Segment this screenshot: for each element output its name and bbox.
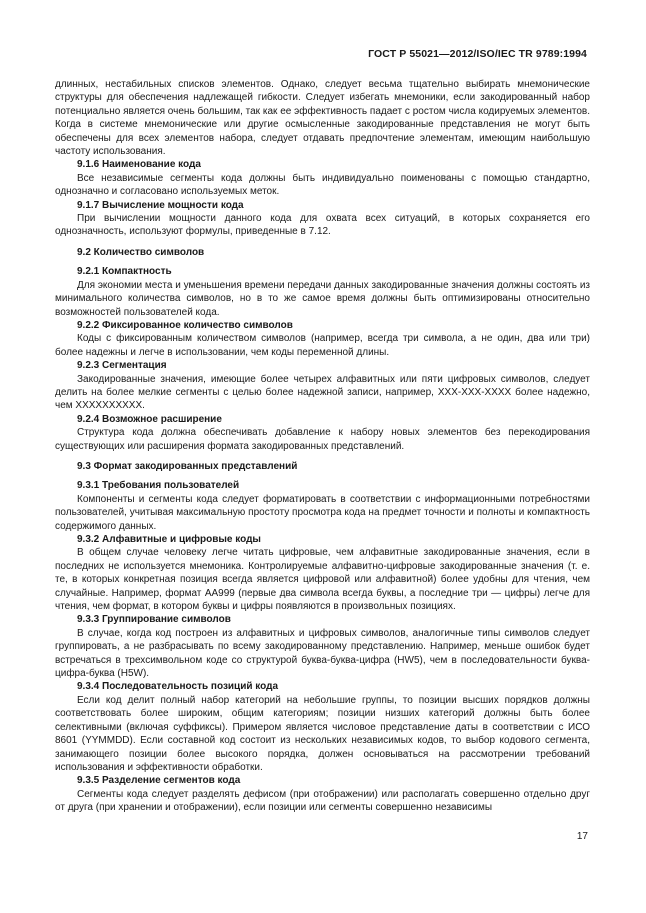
subsection-heading: 9.1.7 Вычисление мощности кода [77, 199, 244, 211]
page-number: 17 [576, 831, 588, 842]
paragraph: При вычислении мощности данного кода для охвата всех ситуаций, в которых сохраняется его однозначность, используют формулы, приведенные в 7.12. [55, 213, 590, 238]
standard-header: ГОСТ Р 55021—2012/ISO/IEC TR 9789:1994 [368, 48, 587, 60]
section-heading: 9.3 Формат закодированных представлений [77, 460, 298, 472]
subsection-heading: 9.2.4 Возможное расширение [77, 413, 222, 425]
paragraph: Структура кода должна обеспечивать добавление к набору новых элементов без перекодирования существующих или расширения формата закодированных представлений. [55, 427, 590, 452]
paragraph: Все независимые сегменты кода должны быть индивидуально поименованы с помощью стандартно, однозначно и согласовано используемых меток. [55, 172, 590, 198]
section-heading: 9.2 Количество символов [77, 246, 205, 258]
paragraph: В общем случае человеку легче читать цифровые, чем алфавитные закодированные значения, если в последних не используется мнемоника. Контролируемые алфавитно-цифровые закодированные значения (т. е. те, в которых конкретная позиция всегда является цифровой или алфавитной) более удобны для чтения, чем случайные. Например, формат АА999 (первые два символа всегда буквы, а последние три — цифры) легче для чтения, чем формат, в котором буквы и цифры появляются в произвольных позициях. [55, 547, 590, 613]
subsection-heading: 9.3.4 Последовательность позиций кода [77, 681, 279, 693]
page-body [55, 78, 590, 815]
subsection-heading: 9.2.2 Фиксированное количество символов [77, 319, 293, 331]
subsection-heading: 9.3.1 Требования пользователей [77, 480, 240, 492]
paragraph: Для экономии места и уменьшения времени передачи данных закодированные значения должны состоять из минимального количества символов, но в то же самое время должны быть оптимизированы относительно возможностей пользователей кода. [55, 279, 590, 318]
paragraph: Закодированные значения, имеющие более четырех алфавитных или пяти цифровых символов, следует делить на более мелкие сегменты с целью более надежной записи, например, ХХХ-ХХХ-ХХХХ более надежно, чем ХХХХХХХХХХ. [55, 373, 590, 412]
subsection-heading: 9.3.3 Группирование символов [77, 614, 231, 626]
subsection-heading: 9.3.2 Алфавитные и цифровые коды [77, 534, 261, 545]
subsection-heading: 9.2.3 Сегментация [77, 360, 167, 372]
paragraph: Коды с фиксированным количеством символов (например, всегда три символа, а не один, два или три) более надежны и легче в использовании, чем коды переменной длины. [55, 333, 590, 358]
subsection-heading: 9.1.6 Наименование кода [77, 159, 201, 171]
paragraph: В случае, когда код построен из алфавитных и цифровых символов, аналогичные типы символов следует группировать, а не разбрасывать по всему закодированному представлению. Например, меньше ошибок будет встречаться в трехсимвольном коде со структурой буква-буква-цифра (HW5), чем в последовательности буква-цифра-буква (H5W). [55, 627, 590, 680]
paragraph: длинных, нестабильных списков элементов. Однако, следует весьма тщательно выбирать мнемонические структуры для обеспечения надлежащей гибкости. Следует избегать мнемоники, если закодированный набор потенциально является очень большим, так как ее эффективность падает с ростом числа кодируемых элементов. Когда в системе мнемонические или другие осмысленные закодированные представления не могут быть обеспечены для всех элементов набора, следует отдавать предпочтение элементам, имеющим наибольшую частоту использования. [55, 79, 590, 158]
paragraph: Если код делит полный набор категорий на небольшие группы, то позиции высших порядков должны соответствовать более широким, общим категориям; позиции низших категорий должны быть более селективными (включая суффиксы). Примером является числовое представление даты в соответствии с ИСО 8601 (YYMMDD). Если составной код состоит из нескольких независимых кодов, то выбор кодового сегмента, занимающего позиции более высокого порядка, должен основываться на рассмотрении требований использования и эффективности обработки. [55, 694, 590, 773]
subsection-heading: 9.3.5 Разделение сегментов кода [77, 775, 241, 787]
paragraph: Компоненты и сегменты кода следует форматировать в соответствии с информационными потребностями пользователей, учитывая максимальную простоту просмотра кода на предмет точности и полноты и компактность содержимого данных. [55, 493, 590, 532]
subsection-heading: 9.2.1 Компактность [77, 266, 172, 278]
paragraph: Сегменты кода следует разделять дефисом (при отображении) или располагать совершенно отдельно друг от друга (при хранении и отображении), если позиции или сегменты совершенно независимы [55, 788, 590, 814]
